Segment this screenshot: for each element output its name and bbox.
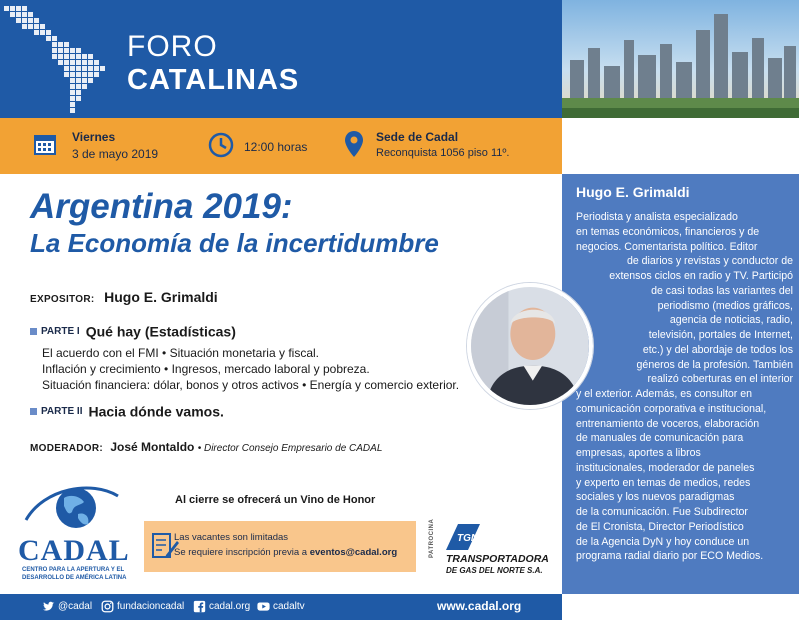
registration-email-link[interactable]: eventos@cadal.org	[309, 547, 398, 558]
registration-line1: Las vacantes son limitadas	[174, 532, 289, 543]
event-date: 3 de mayo 2019	[72, 147, 159, 161]
location-pin-icon	[344, 130, 364, 158]
bio-text-line: institucionales, moderador de paneles	[576, 461, 755, 474]
youtube-icon	[257, 600, 270, 613]
youtube-handle: cadaltv	[273, 601, 305, 612]
bio-text-line: géneros de la profesión. También	[636, 358, 793, 371]
speaker-photo	[467, 283, 593, 409]
forum-title-line1: FORO	[127, 30, 218, 63]
twitter-icon	[42, 600, 55, 613]
bullet-square-icon	[30, 408, 37, 415]
bio-text-line: programa radial diario por ECO Medios.	[576, 550, 764, 563]
venue-address: Reconquista 1056 piso 11º.	[376, 147, 510, 159]
speaker-bio-panel	[562, 174, 799, 594]
event-time: 12:00 horas	[244, 140, 308, 154]
expositor-label: EXPOSITOR:	[30, 294, 95, 305]
expositor-name: Hugo E. Grimaldi	[104, 289, 218, 305]
bio-text-line: entrenamiento de voceros, elaboración	[576, 417, 760, 430]
bio-text-line: de la comunicación. Fue Subdirector	[576, 506, 748, 518]
instagram-icon	[101, 600, 114, 613]
event-day: Viernes	[72, 130, 116, 144]
event-title-line2: La Economía de la incertidumbre	[30, 228, 439, 258]
bio-speaker-name: Hugo E. Grimaldi	[576, 184, 690, 200]
header-banner	[0, 0, 562, 118]
footer-right-blank	[562, 594, 799, 620]
bio-text-line: realizó coberturas en el interior	[647, 373, 793, 386]
bio-text-line: extensos ciclos en radio y TV. Participó	[609, 270, 793, 282]
cadal-logo-subtitle: DESARROLLO DE AMÉRICA LATINA	[22, 575, 127, 581]
clock-icon	[207, 131, 235, 159]
closing-note: Al cierre se ofrecerá un Vino de Honor	[175, 494, 376, 506]
parte1-label: PARTE I	[41, 325, 80, 337]
facebook-icon	[193, 600, 206, 613]
bio-text-line: y experto en temas de medios, redes	[576, 476, 751, 489]
sponsor-label: PATROCINA	[429, 518, 435, 558]
venue-name: Sede de Cadal	[376, 130, 459, 144]
event-title	[30, 188, 439, 260]
moderador-label: MODERADOR:	[30, 443, 103, 454]
parte1-title: Qué hay (Estadísticas)	[85, 323, 236, 340]
facebook-handle: cadal.org	[209, 601, 251, 612]
footer-bar	[0, 594, 562, 620]
bio-text-line: de casi todas las variantes del	[651, 284, 793, 297]
cadal-logo-subtitle: CENTRO PARA LA APERTURA Y EL	[22, 567, 125, 573]
event-title-line1: Argentina 2019:	[30, 187, 293, 226]
bio-text-line: negocios. Comentarista político. Editor	[576, 240, 758, 253]
bio-text-line: televisión, portales de Internet,	[648, 329, 793, 341]
bio-text-line: comunicación corporativa e institucional,	[576, 402, 767, 415]
sponsor-name-line2: DE GAS DEL NORTE S.A.	[446, 566, 543, 575]
moderador-name: José Montaldo	[110, 440, 195, 454]
registration-line2	[174, 547, 397, 558]
sponsor-name-line1: TRANSPORTADORA	[446, 553, 549, 565]
youtube-link[interactable]	[257, 600, 305, 613]
tgn-logo-icon	[446, 524, 480, 550]
expositor-row	[30, 289, 218, 305]
event-info-bar	[0, 118, 562, 174]
parte1-heading	[30, 322, 236, 339]
city-skyline-image	[562, 0, 799, 118]
bio-text-line: agencia de noticias, radio,	[669, 314, 793, 327]
calendar-icon	[33, 132, 57, 156]
twitter-handle: @cadal	[58, 601, 93, 612]
website-link[interactable]: www.cadal.org	[437, 599, 522, 613]
bio-text-line: sociales y los nuevos paradigmas	[576, 491, 735, 504]
parte2-label: PARTE II	[41, 405, 83, 417]
bio-text-line: de la Agencia DyN y hoy conduce un	[576, 535, 750, 548]
registration-box	[144, 521, 416, 572]
bio-text-line: en temas económicos, financieros y de	[576, 225, 760, 238]
bio-text-line: Periodista y analista especializado	[576, 211, 738, 223]
parte2-heading	[30, 402, 224, 419]
instagram-handle: fundacioncadal	[117, 601, 185, 612]
twitter-link[interactable]	[42, 600, 92, 613]
moderador-role: • Director Consejo Empresario de CADAL	[197, 443, 383, 454]
bio-text-line: periodismo (medios gráficos,	[657, 299, 793, 312]
cadal-logo-wordmark: CADAL	[18, 534, 130, 567]
instagram-link[interactable]	[101, 600, 184, 613]
parte1-line: El acuerdo con el FMI • Situación monetaria y fiscal.	[42, 346, 319, 360]
moderador-row	[30, 440, 382, 454]
parte1-line: Inflación y crecimiento • Ingresos, mercado laboral y pobreza.	[42, 362, 370, 376]
bio-text-line: etc.) y del abordaje de todos los	[642, 343, 793, 356]
latin-america-map-icon	[0, 0, 130, 118]
bio-text-line: y el exterior. Además, es consultor en	[576, 388, 753, 400]
forum-title-line2: CATALINAS	[127, 64, 300, 96]
bio-text-line: de El Cronista, Director Periodístico	[576, 520, 744, 533]
speaker-portrait-image	[471, 287, 589, 405]
parte1-line: Situación financiera: dólar, bonos y otros activos • Energía y comercio exterior.	[42, 378, 460, 392]
parte2-title: Hacia dónde vamos.	[88, 403, 224, 420]
facebook-link[interactable]	[193, 600, 250, 613]
bio-text-line: de manuales de comunicación para	[576, 432, 744, 445]
registration-line2-text: Se requiere inscripción previa a	[174, 547, 310, 558]
bio-text-line: empresas, aportes a libros	[576, 447, 701, 459]
bio-text-line: de diarios y revistas y conductor de	[626, 255, 793, 268]
bullet-square-icon	[30, 328, 37, 335]
tgn-logo-mark: TGN	[457, 533, 479, 544]
